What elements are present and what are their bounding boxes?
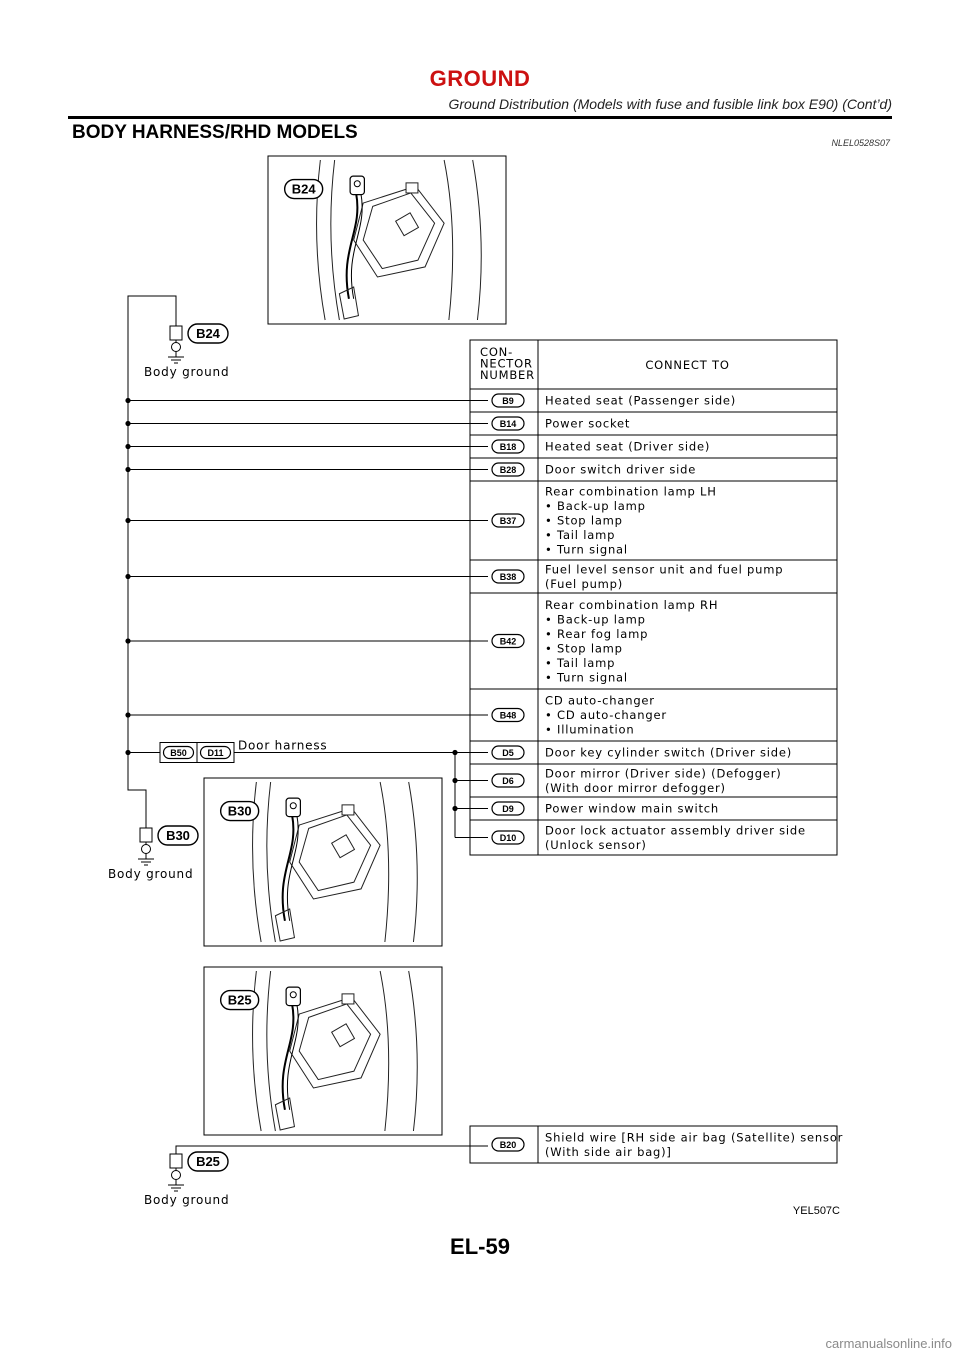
svg-text:• Stop lamp: • Stop lamp bbox=[545, 513, 623, 528]
connector-badge bbox=[492, 802, 524, 815]
svg-text:Power socket: Power socket bbox=[545, 416, 631, 431]
photo-badge-B25 bbox=[221, 991, 259, 1010]
svg-text:Door lock actuator assembly dr: Door lock actuator assembly driver side bbox=[545, 823, 806, 838]
svg-text:Heated seat (Driver side): Heated seat (Driver side) bbox=[545, 439, 711, 454]
connector-badge bbox=[492, 417, 524, 430]
main-bus-wire bbox=[128, 296, 176, 748]
section-code: NLEL0528S07 bbox=[831, 138, 890, 148]
svg-text:B50: B50 bbox=[170, 747, 187, 758]
svg-text:• Tail lamp: • Tail lamp bbox=[545, 655, 616, 670]
connector-badge-b50 bbox=[164, 747, 194, 759]
connector-badge bbox=[492, 709, 524, 722]
svg-text:B24: B24 bbox=[196, 326, 220, 341]
svg-text:B42: B42 bbox=[499, 636, 517, 647]
svg-text:CON-: CON- bbox=[480, 345, 514, 359]
connector-badge bbox=[492, 463, 524, 476]
svg-text:D10: D10 bbox=[499, 832, 517, 843]
door-harness-connector bbox=[160, 739, 327, 763]
connector-badge-d11 bbox=[201, 747, 231, 759]
page-title: GROUND bbox=[429, 66, 531, 91]
svg-text:Power window main switch: Power window main switch bbox=[545, 801, 720, 816]
ground-badge bbox=[158, 826, 198, 845]
svg-text:Rear combination lamp LH: Rear combination lamp LH bbox=[545, 484, 717, 499]
svg-text:Heated seat (Passenger side): Heated seat (Passenger side) bbox=[545, 393, 737, 408]
ground-badge bbox=[188, 324, 228, 343]
ground-label: Body ground bbox=[144, 1193, 230, 1207]
door-harness-label: Door harness bbox=[238, 738, 328, 753]
ground-b30 bbox=[108, 826, 198, 881]
splice-dot bbox=[125, 574, 130, 579]
svg-text:B25: B25 bbox=[196, 1154, 220, 1169]
svg-text:B38: B38 bbox=[499, 571, 517, 582]
connector-badge bbox=[492, 635, 524, 648]
connector-table bbox=[470, 340, 837, 855]
svg-text:B48: B48 bbox=[499, 710, 517, 721]
svg-text:D5: D5 bbox=[502, 747, 514, 758]
connector-badge bbox=[492, 394, 524, 407]
ground-b24 bbox=[144, 324, 229, 379]
ground-label: Body ground bbox=[144, 365, 230, 379]
page-number: EL-59 bbox=[450, 1234, 510, 1259]
connector-badge bbox=[492, 440, 524, 453]
connector-badge bbox=[492, 514, 524, 527]
connector-badge bbox=[492, 1138, 524, 1151]
splice-dot bbox=[452, 778, 457, 783]
svg-text:CONNECT TO: CONNECT TO bbox=[645, 358, 730, 372]
svg-text:B30: B30 bbox=[166, 828, 190, 843]
svg-text:B24: B24 bbox=[291, 181, 316, 197]
svg-text:• Tail lamp: • Tail lamp bbox=[545, 528, 616, 542]
svg-text:D11: D11 bbox=[207, 747, 224, 758]
svg-text:(Unlock sensor): (Unlock sensor) bbox=[545, 837, 647, 852]
splice-dot bbox=[125, 712, 130, 717]
splice-dot bbox=[452, 806, 457, 811]
ground-badge bbox=[188, 1152, 228, 1171]
ground-label: Body ground bbox=[108, 867, 194, 881]
svg-text:B20: B20 bbox=[499, 1139, 517, 1150]
svg-text:Door mirror (Driver side) (Def: Door mirror (Driver side) (Defogger) bbox=[545, 766, 782, 781]
svg-text:Rear combination lamp RH: Rear combination lamp RH bbox=[545, 597, 719, 612]
splice-dot bbox=[125, 398, 130, 403]
svg-text:Shield wire [RH side air bag (: Shield wire [RH side air bag (Satellite) sensor bbox=[545, 1130, 844, 1145]
svg-text:B30: B30 bbox=[227, 803, 252, 819]
svg-text:Fuel level sensor unit and fue: Fuel level sensor unit and fuel pump bbox=[545, 562, 784, 577]
svg-text:B37: B37 bbox=[499, 515, 517, 526]
svg-text:• Stop lamp: • Stop lamp bbox=[545, 641, 623, 656]
svg-text:• CD auto-changer: • CD auto-changer bbox=[545, 708, 667, 722]
connector-badge bbox=[492, 774, 524, 787]
figure-code: YEL507C bbox=[792, 1205, 840, 1217]
svg-text:• Turn signal: • Turn signal bbox=[545, 542, 628, 557]
svg-text:Door key cylinder switch (Driv: Door key cylinder switch (Driver side) bbox=[545, 745, 793, 760]
photo-ground-b25 bbox=[204, 967, 442, 1135]
svg-text:• Turn signal: • Turn signal bbox=[545, 670, 628, 685]
svg-text:B9: B9 bbox=[502, 395, 514, 406]
connector-badge bbox=[492, 746, 524, 759]
svg-text:• Illumination: • Illumination bbox=[545, 722, 635, 737]
svg-text:• Rear fog lamp: • Rear fog lamp bbox=[545, 626, 649, 641]
svg-text:(Fuel pump): (Fuel pump) bbox=[545, 576, 624, 591]
svg-text:• Back-up lamp: • Back-up lamp bbox=[545, 499, 646, 513]
splice-dot bbox=[125, 518, 130, 523]
table-row-B20 bbox=[470, 1126, 843, 1163]
svg-text:NUMBER: NUMBER bbox=[480, 368, 535, 382]
svg-text:B18: B18 bbox=[499, 441, 517, 452]
svg-text:NECTOR: NECTOR bbox=[480, 356, 533, 371]
splice-dot bbox=[452, 750, 457, 755]
svg-text:B28: B28 bbox=[499, 464, 517, 475]
photo-badge-B30 bbox=[221, 802, 259, 821]
ground-b25 bbox=[144, 1152, 229, 1207]
table-row-B14 bbox=[492, 417, 630, 431]
svg-text:(With side air bag)]: (With side air bag)] bbox=[545, 1145, 672, 1159]
splice-dot bbox=[125, 444, 130, 449]
svg-text:Door switch driver side: Door switch driver side bbox=[545, 462, 697, 477]
watermark: carmanualsonline.info bbox=[825, 1336, 952, 1351]
svg-text:(With door mirror defogger): (With door mirror defogger) bbox=[545, 780, 726, 795]
splice-dot bbox=[125, 638, 130, 643]
svg-text:B14: B14 bbox=[499, 418, 517, 429]
table-row-B28 bbox=[492, 463, 696, 477]
svg-text:• Back-up lamp: • Back-up lamp bbox=[545, 612, 646, 627]
photo-ground-b24 bbox=[268, 156, 506, 324]
connector-badge bbox=[492, 831, 524, 844]
connector-badge bbox=[492, 570, 524, 583]
svg-text:B25: B25 bbox=[227, 992, 252, 1008]
svg-text:D9: D9 bbox=[502, 803, 514, 814]
photo-ground-b30 bbox=[204, 778, 442, 946]
page-subtitle: Ground Distribution (Models with fuse and fusible link box E90) (Cont’d) bbox=[448, 96, 892, 112]
svg-text:CD auto-changer: CD auto-changer bbox=[545, 693, 655, 708]
section-title: BODY HARNESS/RHD MODELS bbox=[72, 122, 358, 143]
svg-text:D6: D6 bbox=[502, 775, 514, 786]
splice-dot bbox=[125, 421, 130, 426]
splice-dot bbox=[125, 467, 130, 472]
photo-badge-B24 bbox=[285, 180, 323, 199]
